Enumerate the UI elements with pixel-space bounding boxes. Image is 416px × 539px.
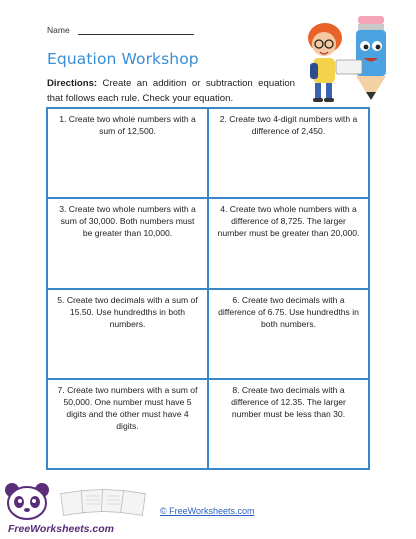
page-title: Equation Workshop (47, 50, 199, 68)
problem-cell-3[interactable] (48, 199, 207, 287)
problem-text: 4. Create two whole numbers with a difference of 8,725. The larger number must be greater than 20,000. (217, 204, 360, 239)
problem-text: 8. Create two decimals with a difference of 12.35. The larger number must be less than 30. (231, 384, 346, 419)
problem-cell-2[interactable] (209, 109, 368, 197)
problem-cell-1[interactable] (48, 109, 207, 197)
problem-text: 5. Create two decimals with a sum of 15.50. Use hundredths in both numbers. (57, 294, 198, 329)
problem-text: 6. Create two decimals with a difference of 6.75. Use hundredths in both numbers. (218, 294, 359, 329)
problem-cell-6[interactable] (209, 290, 368, 378)
problem-text: 7. Create two numbers with a sum of 50,000. One number must have 5 digits and the other must have 4 digits. (57, 384, 198, 431)
directions-text: Create an addition or subtraction equation that follows each rule. Check your equation. (47, 78, 295, 104)
problem-cell-8[interactable] (209, 380, 368, 468)
directions (47, 76, 295, 106)
problem-text: 2. Create two 4-digit numbers with a difference of 2,450. (219, 114, 358, 136)
problem-cell-4[interactable] (209, 199, 368, 287)
kids-illustration-icon (300, 8, 410, 108)
footer-link[interactable]: © FreeWorksheets.com (160, 506, 255, 516)
name-line[interactable] (78, 34, 194, 35)
directions-label: Directions: (47, 78, 98, 89)
problem-cell-7[interactable] (48, 380, 207, 468)
problem-text: 1. Create two whole numbers with a sum of 12,500. (59, 114, 196, 136)
panda-logo-icon (2, 482, 60, 524)
problem-grid (46, 107, 370, 470)
logo-text: FreeWorksheets.com (8, 523, 115, 535)
worksheet-thumbnails-icon (60, 486, 152, 516)
name-label: Name (47, 25, 70, 35)
problem-text: 3. Create two whole numbers with a sum of 30,000. Both numbers must be greater than 10,000. (59, 204, 196, 239)
problem-cell-5[interactable] (48, 290, 207, 378)
